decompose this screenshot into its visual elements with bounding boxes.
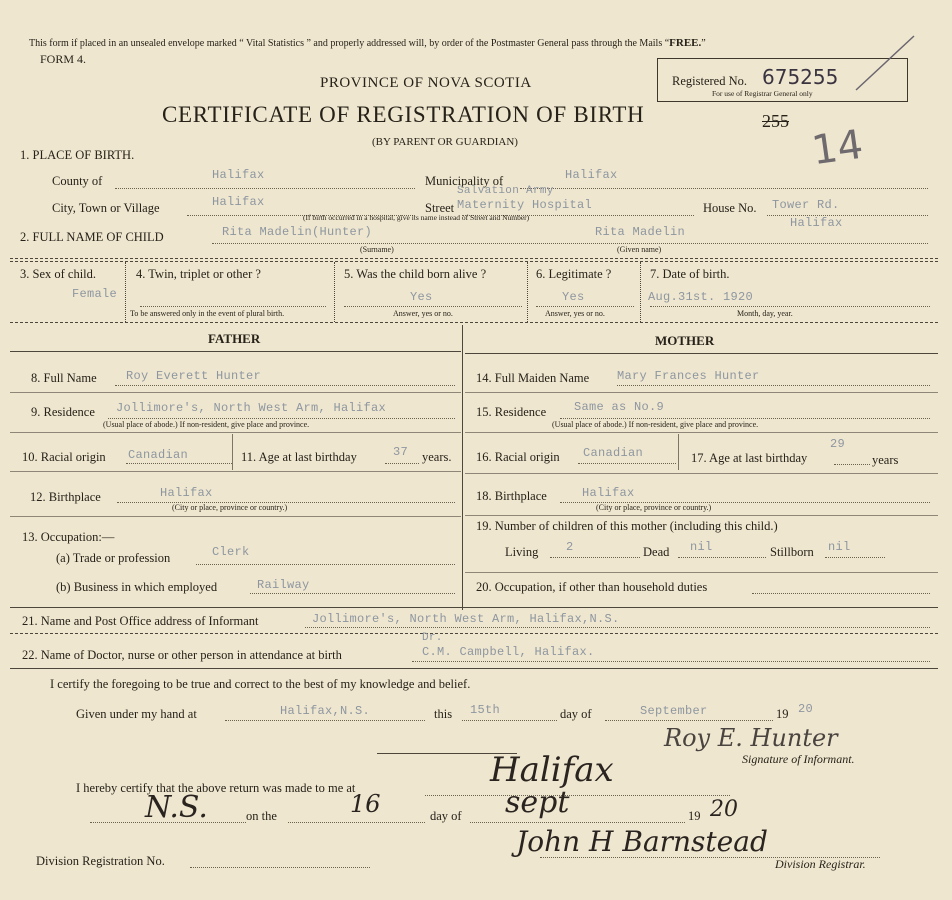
mother-birthplace-label: 18. Birthplace (476, 489, 547, 503)
informant-label: 21. Name and Post Office address of Informant (22, 614, 259, 628)
father-heading-rule (10, 351, 461, 352)
surname-caption: (Surname) (360, 245, 394, 254)
father-race-label: 10. Racial origin (22, 450, 106, 464)
father-age-value: 37 (393, 445, 409, 459)
father-age-line (385, 463, 419, 464)
mother-rule (465, 432, 938, 433)
father-residence-line (108, 418, 455, 419)
reg-day-value: 16 (350, 790, 381, 818)
date-of-birth-line (650, 306, 930, 307)
county-value: Halifax (212, 168, 265, 182)
street-value-2: Maternity Hospital (457, 198, 593, 212)
father-race-line (126, 463, 232, 464)
father-residence-label: 9. Residence (31, 405, 95, 419)
sex-label: 3. Sex of child. (20, 267, 97, 281)
mother-name-value: Mary Frances Hunter (617, 369, 760, 383)
return-abbr: N.S. (145, 790, 208, 825)
father-heading: FATHER (208, 331, 261, 346)
certify-statement: I certify the foregoing to be true and correct to the best of my knowledge and belief. (50, 677, 471, 691)
mother-occupation-label: 20. Occupation, if other than household duties (476, 580, 708, 594)
father-name-line (115, 385, 455, 386)
father-trade-label: (a) Trade or profession (56, 551, 171, 565)
informant-signature: Roy E. Hunter (664, 724, 838, 752)
doctor-label: 22. Name of Doctor, nurse or other person in attendance at birth (22, 648, 342, 662)
living-value: 2 (566, 540, 574, 554)
day-of-label: day of (560, 707, 592, 721)
mother-race-value: Canadian (583, 446, 644, 460)
doctor-prefix: Dr. (422, 632, 443, 644)
registrar-use-note: For use of Registrar General only (712, 89, 813, 98)
father-race-value: Canadian (128, 448, 189, 462)
mother-name-line (617, 385, 930, 386)
informant-line (305, 627, 930, 628)
father-residence-value: Jollimore's, North West Arm, Halifax (116, 401, 387, 415)
city-value: Halifax (212, 195, 265, 209)
mother-rule (465, 473, 938, 474)
mother-children-label: 19. Number of children of this mother (including this child.) (476, 519, 778, 533)
father-business-value: Railway (257, 578, 310, 592)
division-registration-label: Division Registration No. (36, 854, 165, 868)
mother-rule (465, 515, 938, 516)
father-rule (10, 432, 461, 433)
registrar-caption: Division Registrar. (775, 857, 866, 871)
given-place-line (225, 720, 425, 721)
street-value-1: Salvation Army (457, 185, 554, 197)
mother-heading-rule (465, 353, 938, 354)
handwritten-number: 14 (809, 121, 866, 175)
mother-occupation-line (752, 593, 930, 594)
given-day-line (462, 720, 557, 721)
reg-year-value: 20 (710, 797, 738, 822)
reg-day-line (288, 822, 425, 823)
reg-year-prefix: 19 (688, 809, 701, 823)
street-label: Street (425, 201, 455, 215)
alive-note: Answer, yes or no. (393, 309, 453, 318)
alive-line (344, 306, 522, 307)
father-business-line (250, 593, 455, 594)
sex-value: Female (72, 287, 118, 301)
given-year-prefix: 19 (776, 707, 789, 721)
section-rule (10, 668, 938, 669)
informant-signature-caption: Signature of Informant. (742, 752, 855, 766)
col-divider (125, 262, 126, 322)
given-year-value: 20 (798, 702, 814, 716)
mother-residence-label: 15. Residence (476, 405, 547, 419)
row-divider (10, 633, 938, 634)
alive-label: 5. Was the child born alive ? (344, 267, 487, 281)
given-day-value: 15th (470, 703, 501, 717)
county-label: County of (52, 174, 103, 188)
return-place-line (425, 795, 730, 796)
mother-residence-line (560, 418, 930, 419)
municipality-label: Municipality of (425, 174, 504, 188)
mother-name-label: 14. Full Maiden Name (476, 371, 590, 385)
father-rule (10, 471, 461, 472)
child-name-label: 2. FULL NAME OF CHILD (20, 230, 164, 244)
mother-race-label: 16. Racial origin (476, 450, 560, 464)
mother-race-line (578, 463, 676, 464)
stillborn-line (825, 557, 885, 558)
street-note: (If birth occurred in a hospital, give its name instead of Street and Number) (303, 213, 530, 222)
child-name-line (212, 243, 928, 244)
city-label: City, Town or Village (52, 201, 160, 215)
father-age-label: 11. Age at last birthday (241, 450, 357, 464)
registrar-signature: John H Barnstead (516, 825, 768, 858)
father-rule (10, 516, 461, 517)
twin-label: 4. Twin, triplet or other ? (136, 267, 261, 281)
twin-note: To be answered only in the event of plural birth. (130, 309, 285, 318)
col-divider (334, 262, 335, 322)
reg-day-of-label: day of (430, 809, 462, 823)
certificate-subtitle: (BY PARENT OR GUARDIAN) (372, 136, 518, 148)
mother-age-value: 29 (830, 437, 846, 451)
mother-race-divider (678, 434, 679, 470)
row-divider-top-2 (10, 261, 938, 262)
mother-age-label: 17. Age at last birthday (691, 451, 808, 465)
dead-value: nil (690, 540, 713, 554)
dead-line (678, 557, 766, 558)
place-of-birth-section: 1. PLACE OF BIRTH. (20, 148, 135, 162)
division-registration-line (190, 867, 370, 868)
date-of-birth-label: 7. Date of birth. (650, 267, 730, 281)
given-month-line (605, 720, 773, 721)
municipality-value: Halifax (565, 168, 618, 182)
father-years: years. (422, 450, 452, 464)
father-rule (10, 392, 461, 393)
given-under-label: Given under my hand at (76, 707, 197, 721)
father-residence-note: (Usual place of abode.) If non-resident, give place and province. (103, 420, 310, 429)
section-rule (10, 607, 938, 608)
father-name-value: Roy Everett Hunter (126, 369, 262, 383)
house-number-value-2: Halifax (790, 216, 843, 230)
mother-rule (465, 392, 938, 393)
given-place-value: Halifax,N.S. (280, 704, 371, 718)
reg-month-line (470, 822, 685, 823)
mother-age-line (834, 464, 870, 465)
registered-label: Registered No. (672, 74, 747, 88)
informant-value: Jollimore's, North West Arm, Halifax,N.S. (312, 612, 620, 626)
twin-line (140, 306, 326, 307)
stillborn-label: Stillborn (770, 545, 814, 559)
this-label: this (434, 707, 453, 721)
doctor-value: C.M. Campbell, Halifax. (422, 645, 595, 659)
reg-month-value: sept (505, 785, 570, 820)
father-birthplace-note: (City or place, province or country.) (172, 503, 288, 512)
row-divider (10, 322, 938, 323)
postal-notice (29, 37, 706, 49)
date-of-birth-note: Month, day, year. (737, 309, 793, 318)
father-birthplace-label: 12. Birthplace (30, 490, 101, 504)
certificate-title: CERTIFICATE OF REGISTRATION OF BIRTH (162, 102, 645, 127)
date-of-birth-value: Aug.31st. 1920 (648, 290, 754, 304)
given-month-value: September (640, 704, 708, 718)
municipality-line (520, 188, 928, 189)
row-divider-top (10, 258, 938, 259)
postal-notice-end: ” (701, 38, 706, 49)
father-trade-line (196, 564, 455, 565)
mother-residence-value: Same as No.9 (574, 400, 665, 414)
return-label: I hereby certify that the above return was made to me at (76, 781, 356, 795)
col-divider (527, 262, 528, 322)
mother-residence-note: (Usual place of abode.) If non-resident, give place and province. (552, 420, 759, 429)
legitimate-label: 6. Legitimate ? (536, 267, 612, 281)
registered-number: 675255 (762, 65, 839, 89)
col-divider (640, 262, 641, 322)
legitimate-value: Yes (562, 290, 585, 304)
father-trade-value: Clerk (212, 545, 250, 559)
child-given-name: Rita Madelin (595, 225, 686, 239)
stillborn-value: nil (828, 540, 851, 554)
county-line (115, 188, 415, 189)
postal-notice-text: This form if placed in an unsealed envelope marked “ Vital Statistics ” and properly addressed will, by order of the Postmaster General pass through the Mails “ (29, 38, 670, 49)
legitimate-note: Answer, yes or no. (545, 309, 605, 318)
father-birthplace-value: Halifax (160, 486, 213, 500)
struck-number: 255 (762, 111, 789, 131)
father-occupation-label: 13. Occupation:— (22, 530, 115, 544)
mother-rule (465, 572, 938, 573)
mother-years: years (872, 453, 899, 467)
house-number-value: Tower Rd. (772, 198, 840, 212)
postal-notice-free: FREE. (669, 37, 702, 49)
given-name-caption: (Given name) (617, 245, 662, 254)
living-label: Living (505, 545, 539, 559)
return-place-value: Halifax (490, 750, 614, 790)
mother-heading: MOTHER (655, 333, 715, 348)
doctor-line (412, 661, 930, 662)
on-the-label: on the (246, 809, 277, 823)
father-mother-divider (462, 325, 463, 610)
father-race-divider (232, 434, 233, 470)
mother-birthplace-value: Halifax (582, 486, 635, 500)
living-line (550, 557, 640, 558)
house-number-label: House No. (703, 201, 757, 215)
province-heading: PROVINCE OF NOVA SCOTIA (320, 75, 532, 91)
father-name-label: 8. Full Name (31, 371, 97, 385)
child-surname: Rita Madelin(Hunter) (222, 225, 373, 239)
dead-label: Dead (643, 545, 670, 559)
check-mark-icon (850, 30, 920, 100)
form-number: FORM 4. (40, 52, 87, 66)
mother-birthplace-note: (City or place, province or country.) (596, 503, 712, 512)
father-business-label: (b) Business in which employed (56, 580, 218, 594)
legitimate-line (536, 306, 634, 307)
alive-value: Yes (410, 290, 433, 304)
